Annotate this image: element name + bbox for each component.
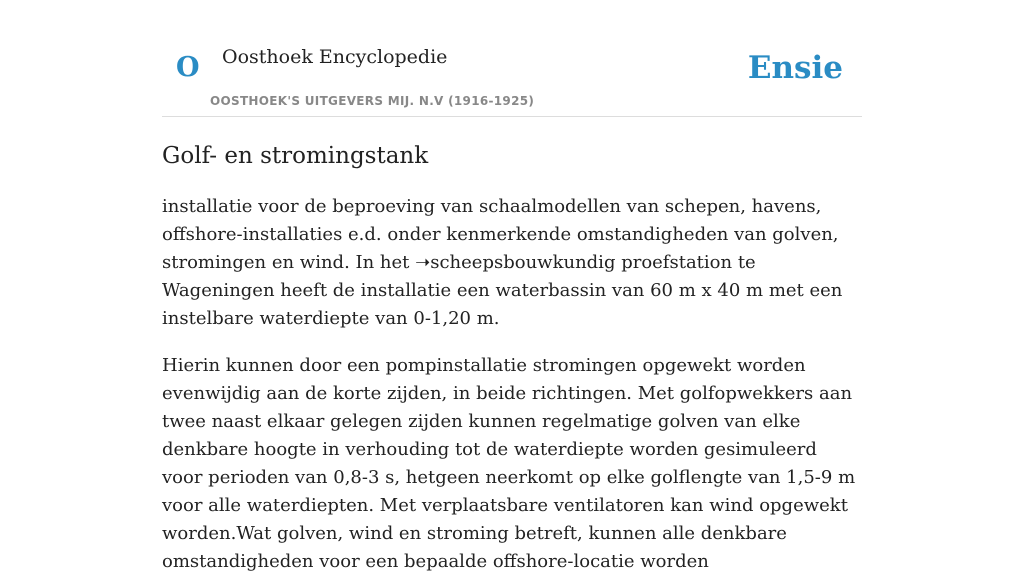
site-header bbox=[162, 0, 862, 117]
ensie-brand-link[interactable]: Ensie bbox=[747, 50, 843, 86]
article-title: Golf- en stromingstank bbox=[162, 143, 429, 169]
arrow-right-icon: ➝ bbox=[415, 252, 431, 273]
article-paragraph bbox=[162, 193, 862, 333]
article-paragraph: Hierin kunnen door een pompinstallatie stromingen opgewekt worden evenwijdig aan de korte zijden, in beide richtingen. Met golfopwekkers aan twee naast elkaar gelegen zijden kunnen regelmatige golven van elke denkbare hoogte in verhouding tot de waterdiepte worden gesimuleerd voor perioden van 0,8-3 s, hetgeen neerkomt op elke golflengte van 1,5-9 m voor alle waterdiepten. Met verplaatsbare ventilatoren kan wind opgewekt worden.Wat golven, wind en stroming betreft, kunnen alle denkbare omstandigheden voor een bepaalde offshore-locatie worden bbox=[162, 355, 856, 572]
site-title[interactable]: Oosthoek Encyclopedie bbox=[222, 46, 448, 68]
paragraph-text: proefstation te Wageningen heeft de installatie een waterbassin van 60 m x 40 m met een instelbare waterdiepte van 0-1,20 m. bbox=[162, 252, 843, 329]
page bbox=[162, 0, 862, 576]
cross-reference-link[interactable] bbox=[415, 252, 615, 273]
site-logo[interactable]: O bbox=[176, 52, 200, 83]
publisher-subtitle: OOSTHOEK'S UITGEVERS MIJ. N.V (1916-1925) bbox=[210, 94, 535, 108]
paragraph-text: installatie voor de beproeving van schaalmodellen van schepen, havens, offshore-installaties e.d. onder kenmerkende omstandigheden van golven, stromingen en wind. In het bbox=[162, 196, 839, 273]
cross-reference-label: scheepsbouwkundig bbox=[430, 252, 616, 273]
